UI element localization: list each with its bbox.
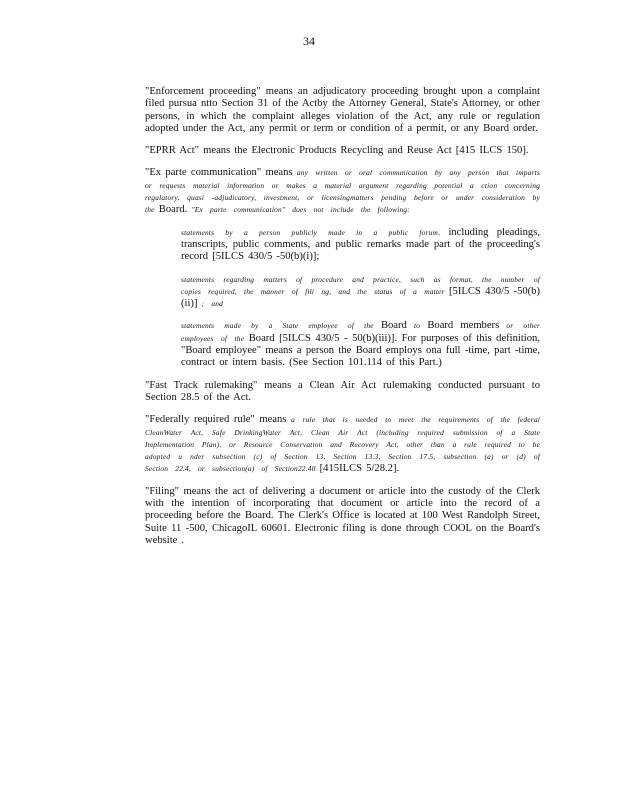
board-members: Board members	[427, 320, 500, 332]
ex-parte-exception-2	[181, 274, 540, 311]
exception-text: including pleadings, transcripts, public comments, and public remarks made part of the proceeding's record [5ILCS 430/5 -50(b)(i)];	[181, 226, 540, 263]
statutory-text: a rule that is needed to meet the requirements of the federal CleanWater Act, Safe DrinkingWater Act, Clean Air Act (including required submission of a State Implementation Plan), or Resource Conservation and Recovery Act, other than a rule required to be adopted u nder subsection (c) of Section 13, Section 13.3, Section 17.5, subsection (a) or (d) of Section 22.4, or subsection(a) of Section22.40	[145, 415, 540, 474]
statutory-tail: ; and	[201, 299, 224, 309]
definition-filing: "Filing" means the act of delivering a document or article into the custody of the Clerk with the intention of incorporating that document or article into the record of a proceeding before the Board. The Clerk's Office is located at 100 West Randolph Street, Suite 11 -500, ChicagoIL 60601. Electronic filing is done through COOL on the Board's website .	[145, 485, 540, 546]
definition-eprr-act: "EPRR Act" means the Electronic Products Recycling and Reuse Act [415 ILCS 150].	[145, 145, 529, 157]
statutory-text: statements made by a State employee of the	[181, 321, 374, 331]
ex-parte-exception-3	[181, 320, 540, 369]
exception-text: Board [5ILCS 430/5 - 50(b)(iii)]. For purposes of this definition, "Board employee" means a person the Board employs ona full -time, part -time, contract or intern basis. (See Section 101.114 of this Part.)	[181, 332, 540, 369]
citation: [5ILCS 430/5 -50(b)(ii)]	[181, 285, 541, 310]
definition-federally-required-rule	[145, 414, 540, 475]
term-lead: "Federally required rule" means	[145, 414, 287, 426]
statutory-text: any written or oral communication by any person that imparts or requests material information or makes a material argument regarding potential a ction concerning regulatory, quasi -adjudicatory, investment, or licensingmatters pending before or under consideration by the	[145, 168, 540, 215]
ex-parte-exception-1	[181, 227, 540, 264]
term-lead: "Ex parte communication" means	[145, 167, 293, 179]
page-number: 34	[303, 34, 315, 48]
statutory-text: statements regarding matters of procedure and practice, such as format, the number of copies required, the manner of fili ng, and the status of a matter	[181, 274, 540, 296]
statutory-text: to	[414, 321, 421, 331]
statutory-text: statements by a person publicly made in a public forum,	[181, 227, 441, 237]
board-word: Board	[380, 320, 407, 332]
statutory-text: "Ex parte communication" does not include the following:	[191, 205, 410, 215]
definition-enforcement-proceeding: "Enforcement proceeding" means an adjudicatory proceeding brought upon a complaint filed pursua ntto Section 31 of the Actby the Attorney General, State's Attorney, or other persons, in which the complaint alleges violation of the Act, any rule or regulation adopted under the Act, any permit or term or condition of a permit, or any Board order.	[145, 86, 540, 134]
definition-ex-parte-communication	[145, 167, 540, 216]
definition-fast-track-rulemaking: "Fast Track rulemaking" means a Clean Air Act rulemaking conducted pursuant to Section 28.5 of the Act.	[145, 379, 540, 403]
document-body	[145, 86, 540, 557]
statutory-text: or other employees of the	[181, 321, 541, 343]
citation: [415ILCS 5/28.2].	[319, 463, 400, 475]
board-word: Board.	[158, 204, 188, 216]
